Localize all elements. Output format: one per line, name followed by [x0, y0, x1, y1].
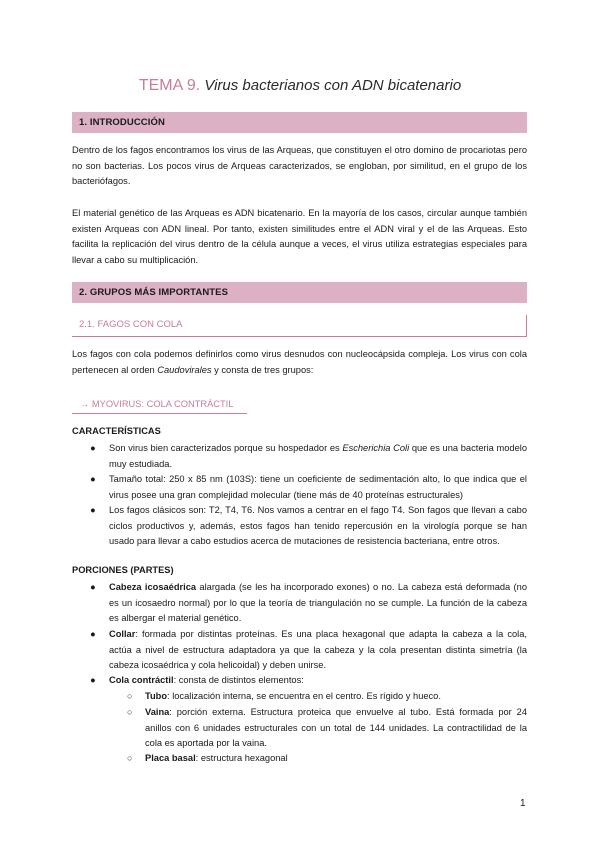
item-bold: Collar: [109, 629, 136, 639]
page-number: 1: [520, 798, 526, 809]
intro-paragraph-1: Dentro de los fagos encontramos los virus de las Arqueas, que constituyen el otro domino de procariotas pero no son bacterias. Los pocos virus de Arqueas caracterizados, se engloban, por similitud, en el grupo de los bacteriófagos.: [72, 145, 527, 187]
fagos-intro-paragraph: [72, 347, 527, 378]
intro-paragraph-2: El material genético de las Arqueas es ADN bicatenario. En la mayoría de los casos, circular aunque también existen Arqueas con ADN lineal. Por tanto, existen similitudes entre el ADN viral y el de las Arqueas. Esto facilita la replicación del virus dentro de la célula aunque a veces, el virus utiliza estrategias especiales para llevar a cabo su multiplicación.: [72, 208, 527, 265]
item-text: : localización interna, se encuentra en el centro. Es rígido y hueco.: [167, 691, 441, 701]
item-text: Son virus bien caracterizados porque su hospedador es: [109, 443, 343, 453]
circle-bullet-icon: ○: [127, 707, 133, 717]
caracteristica-item-1: [109, 441, 527, 472]
section-heading-introduccion: 1. INTRODUCCIÓN: [72, 112, 527, 133]
item-bold: Placa basal: [145, 753, 196, 763]
bullet-icon: ●: [90, 629, 96, 639]
cola-subitem-tubo: [145, 689, 527, 705]
item-text: que es una bacteria modelo muy estudiada.: [109, 443, 527, 469]
title-number: TEMA 9.: [138, 77, 201, 94]
item-text: : estructura hexagonal: [195, 753, 288, 763]
bullet-icon: ●: [90, 443, 96, 453]
item-text: alargada (se les ha incorporado exones) o no. La cabeza está deformada (no es un icosaedro normal) por lo que la teoría de triangulación no se cumple. La función de la cabeza es albergar el material genético.: [109, 582, 527, 624]
caracteristica-item-3: Los fagos clásicos son: T2, T4, T6. Nos vamos a centrar en el fago T4. Son fagos que llevan a cabo ciclos productivos y, además, estos fagos han tenido repercusión en la virología porque se han usado para llevar a cabo estudios acerca de mutaciones de resistencia bacteriana, entre otros.: [109, 505, 527, 547]
fagos-intro-text-a: Los fagos con cola podemos definirlos como virus desnudos con nucleocápsida compleja. Los virus con cola pertenecen al orden: [72, 349, 527, 375]
caracteristica-item-2: Tamaño total: 250 x 85 nm (103S): tiene un coeficiente de sedimentación alto, lo que indica que el virus posee una gran complejidad molecular (tiene más de 40 proteínas estructurales): [109, 474, 527, 500]
porciones-heading: PORCIONES (PARTES): [72, 565, 174, 575]
item-text: : consta de distintos elementos:: [173, 675, 304, 685]
bullet-icon: ●: [90, 675, 96, 685]
item-italic: Escherichia Coli: [342, 443, 410, 453]
item-bold: Cabeza icosaédrica: [109, 582, 197, 592]
bullet-icon: ●: [90, 582, 96, 592]
title-subtitle: Virus bacterianos con ADN bicatenario: [204, 77, 462, 94]
circle-bullet-icon: ○: [127, 753, 133, 763]
porcion-item-collar: [109, 627, 527, 674]
subsection-heading-fagos-con-cola: 2.1. FAGOS CON COLA: [72, 315, 527, 337]
fagos-intro-italic: Caudovirales: [157, 364, 212, 375]
cola-subitem-vaina: [145, 705, 527, 752]
item-bold: Vaina: [145, 707, 170, 717]
item-text: : porción externa. Estructura proteica que envuelve al tubo. Está formada por 24 anillos con 6 unidades estructurales con un total de 144 unidades. La contractilidad de la cola es aportada por la vaina.: [145, 707, 527, 749]
item-bold: Cola contráctil: [109, 675, 174, 685]
cola-subitem-placa-basal: [145, 751, 527, 767]
porcion-item-cola: [109, 673, 527, 689]
page-title: [0, 77, 600, 95]
porcion-item-cabeza: [109, 580, 527, 627]
bullet-icon: ●: [90, 474, 96, 484]
section-heading-grupos: 2. GRUPOS MÁS IMPORTANTES: [72, 282, 527, 303]
item-text: : formada por distintas proteínas. Es una placa hexagonal que adapta la cabeza a la cola, actúa a nivel de estructura adaptadora ya que la cabeza y la cola presentan distinta simetría (la cabeza icosaédrica y cola helicoidal) y deben unirse.: [109, 629, 527, 671]
caracteristicas-heading: CARACTERÍSTICAS: [72, 426, 161, 436]
bullet-icon: ●: [90, 505, 96, 515]
myovirus-heading: → MYOVIRUS: COLA CONTRÁCTIL: [72, 396, 247, 414]
fagos-intro-text-b: y consta de tres grupos:: [211, 364, 314, 375]
item-bold: Tubo: [145, 691, 168, 701]
circle-bullet-icon: ○: [127, 691, 133, 701]
